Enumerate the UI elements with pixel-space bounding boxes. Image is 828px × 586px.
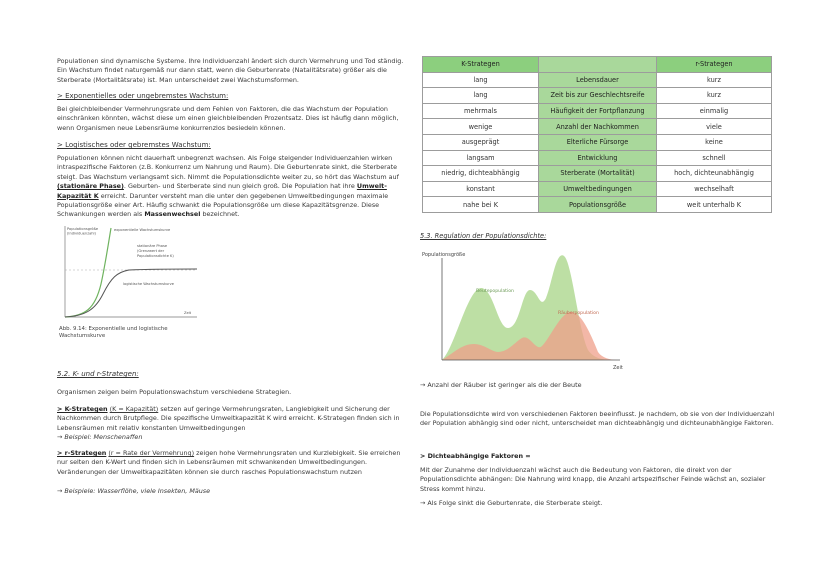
- fig-ylabel-1: Populationsgröße: [67, 227, 99, 231]
- table-row: [423, 72, 772, 88]
- k-cell: wenige: [423, 119, 539, 135]
- logistic-text-3: erreicht. Darunter versteht man die unter den gegebenen Umweltbedingungen maximale Populationsgröße einer Art. Häufig schwankt die Populationsgröße um diese Kapazitätsgrenze. Diese Schwankungen werden als: [57, 191, 389, 219]
- r-cell: hoch, dichteunabhängig: [657, 166, 772, 182]
- k-cell: langsam: [423, 150, 539, 166]
- trait-cell: Anzahl der Nachkommen: [539, 119, 657, 135]
- r-strategists-paragraph: [57, 449, 407, 477]
- table-row: [423, 197, 772, 213]
- k-title: > K-Strategen: [57, 405, 108, 413]
- fig-stat-label-2: (Grenzwert der: [137, 249, 165, 253]
- k-strategists-paragraph: [57, 405, 407, 433]
- table-row: [423, 103, 772, 119]
- trait-cell: Zeit bis zur Geschlechtsreife: [539, 88, 657, 104]
- logistic-curve: [65, 269, 197, 317]
- fig-caption-2: Wachstumskurve: [59, 333, 106, 339]
- r-cell: r-Strategen: [657, 57, 772, 73]
- k-cell: konstant: [423, 181, 539, 197]
- fig-stat-label-1: stationäre Phase: [137, 244, 168, 248]
- r-cell: schnell: [657, 150, 772, 166]
- k-cell: ausgeprägt: [423, 134, 539, 150]
- fig-ylabel-2: (Individuenzahl): [67, 231, 96, 236]
- growth-curve-figure: [57, 224, 207, 342]
- trait-cell: Elterliche Fürsorge: [539, 134, 657, 150]
- r-cell: einmalig: [657, 103, 772, 119]
- table-row: [423, 88, 772, 104]
- exponential-curve: [65, 228, 111, 317]
- fig-ylabel: Populationsgröße: [422, 252, 466, 258]
- trait-cell: Umweltbedingungen: [539, 181, 657, 197]
- k-cell: mehrmals: [423, 103, 539, 119]
- k-text: setzen auf geringe Vermehrungsraten, Langlebigkeit und Sicherung der Nachkommen durch Brutpflege. Die spezifische Umweltkapazität K wird erreicht. K-Strategen finden sich in Lebensräumen mit relativ konstanten Umweltbedingungen: [57, 405, 400, 432]
- r-title: > r-Strategen: [57, 449, 107, 457]
- strategy-comparison-table: [422, 56, 772, 213]
- density-paragraph: Die Populationsdichte wird von verschiedenen Faktoren beeinflusst. Je nachdem, ob sie von der Individuenzahl der Population abhängig sind oder nicht, unterscheidet man dichteabhängig und dichteunabhängige Faktoren.: [420, 410, 775, 428]
- trait-cell: Populationsgröße: [539, 197, 657, 213]
- logistic-text-1: Populationen können nicht dauerhaft unbegrenzt wachsen. Als Folge steigender Individuenzahlen wirken intraspezifische Faktoren (z.B. Konkurrenz um Nahrung und Raum). Die Geburtenrate sinkt, die Sterberate steigt. Das Wachstum verlangsamt sich. Nimmt die Populationsdichte weiter zu, so hört das Wachstum auf: [57, 154, 399, 181]
- trait-cell: Häufigkeit der Fortpflanzung: [539, 103, 657, 119]
- fig-predator-label: Räuberpopulation: [558, 311, 599, 316]
- k-cell: K-Strategen: [423, 57, 539, 73]
- r-paren: (r = Rate der Vermehrung): [108, 449, 195, 457]
- regulation-heading: 5.3. Regulation der Populationsdichte:: [420, 232, 547, 240]
- density-dependent-paragraph: Mit der Zunahme der Individuenzahl wächst auch die Bedeutung von Faktoren, die direkt von der Populationsdichte abhängen: Die Nahrung wird knapp, die Anzahl artspezifischer Feinde wächst an, sozialer Stress kommt hinzu.: [420, 466, 766, 493]
- r-cell: keine: [657, 134, 772, 150]
- r-cell: viele: [657, 119, 772, 135]
- k-r-intro: Organismen zeigen beim Populationswachstum verschiedene Strategien.: [57, 388, 292, 396]
- r-cell: kurz: [657, 72, 772, 88]
- r-text: zeigen hohe Vermehrungsraten und Kurzlebigkeit. Sie erreichen nur selten den K-Wert und finden sich in Lebensräumen mit schwankenden Umweltbedingungen. Veränderungen der Umweltkapazitäten können sie durch rasches Populationswachstum nutzen: [57, 449, 401, 476]
- fig-caption-1: Abb. 9.14: Exponentielle und logistische: [59, 326, 168, 332]
- r-example: → Beispiele: Wasserflöhe, viele Insekten, Mäuse: [57, 487, 211, 495]
- predator-prey-figure: [420, 248, 630, 374]
- stationary-phase-term: (stationäre Phase): [57, 182, 124, 191]
- fig-stat-label-3: Populationsdichte K): [137, 254, 174, 258]
- predator-note: → Anzahl der Räuber ist geringer als die der Beute: [420, 381, 582, 389]
- table-row: [423, 166, 772, 182]
- table-row: [423, 119, 772, 135]
- k-example: → Beispiel: Menschenaffen: [57, 433, 143, 441]
- fig-prey-label: Beutepopulation: [476, 289, 514, 294]
- density-dependent-heading: > Dichteabhängige Faktoren =: [420, 452, 531, 460]
- density-dependent-result: → Als Folge sinkt die Geburtenrate, die Sterberate steigt.: [420, 499, 603, 507]
- mass-change-term: Massenwechsel: [144, 210, 201, 219]
- trait-cell: Sterberate (Mortalität): [539, 166, 657, 182]
- r-cell: kurz: [657, 88, 772, 104]
- k-cell: lang: [423, 88, 539, 104]
- k-cell: niedrig, dichteabhängig: [423, 166, 539, 182]
- k-paren: (K = Kapazität): [109, 405, 159, 413]
- trait-cell: Lebensdauer: [539, 72, 657, 88]
- k-cell: lang: [423, 72, 539, 88]
- fig-xlabel: Zeit: [184, 311, 192, 315]
- intro-paragraph: Populationen sind dynamische Systeme. Ihre Individuenzahl ändert sich durch Vermehrung und Tod ständig. Ein Wachstum findet naturgemäß nur dann statt, wenn die Geburtenrate (Natalitätsrate) größer als die Sterberate (Mortalitätsrate) ist. Man unterscheidet zwei Wachstumsformen.: [57, 57, 404, 84]
- k-cell: nahe bei K: [423, 197, 539, 213]
- table-row: [423, 150, 772, 166]
- logistic-heading: > Logistisches oder gebremstes Wachstum:: [57, 141, 211, 149]
- table-row: [423, 134, 772, 150]
- fig-xlabel: Zeit: [613, 365, 623, 371]
- capacity-term: Umwelt-Kapazität K: [57, 182, 387, 200]
- table-row: [423, 181, 772, 197]
- r-cell: wechselhaft: [657, 181, 772, 197]
- exponential-paragraph: Bei gleichbleibender Vermehrungsrate und dem Fehlen von Faktoren, die das Wachstum der Population einschränken könnten, wächst diese um einen gleichbleibenden Prozentsatz. Dies ist häufig dann möglich, wenn Organismen neue Lebensräume konkurrenzlos besiedeln können.: [57, 105, 399, 132]
- exponential-heading: > Exponentielles oder ungebremstes Wachstum:: [57, 92, 229, 100]
- logistic-text-4: bezeichnet.: [202, 210, 240, 219]
- r-cell: weit unterhalb K: [657, 197, 772, 213]
- table-header-row: [423, 57, 772, 73]
- fig-exp-label: exponentielle Wachstumskurve: [114, 228, 171, 232]
- logistic-text-2: . Geburten- und Sterberate sind nun gleich groß. Die Population hat ihre: [123, 182, 355, 191]
- trait-cell: [539, 57, 657, 73]
- trait-cell: Entwicklung: [539, 150, 657, 166]
- k-r-heading: 5.2. K- und r-Strategen:: [57, 370, 139, 378]
- fig-log-label: logistische Wachstumskurve: [123, 282, 175, 286]
- logistic-paragraph: [57, 154, 407, 220]
